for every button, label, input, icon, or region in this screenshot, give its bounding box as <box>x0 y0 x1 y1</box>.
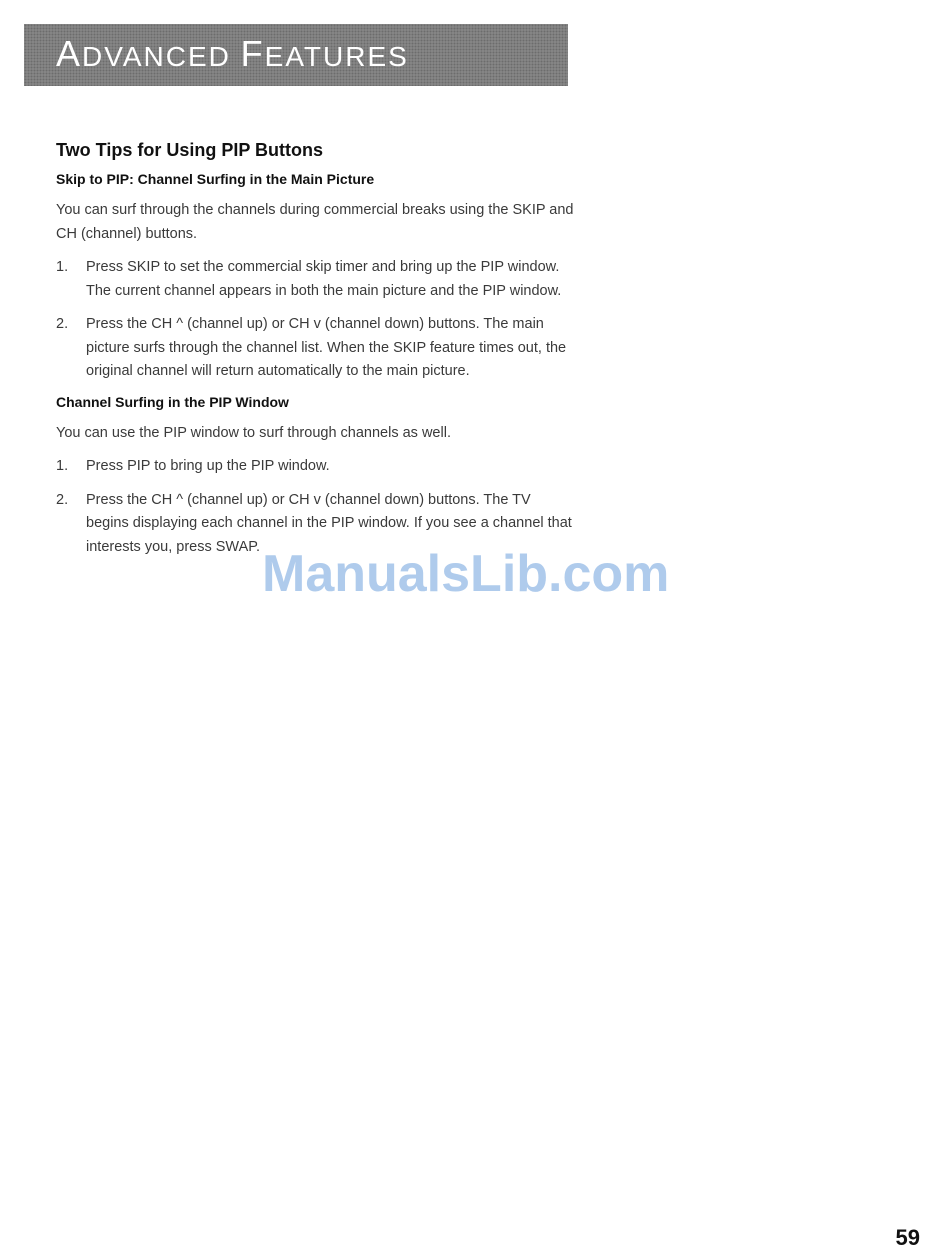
step-text: Press the CH ^ (channel up) or CH v (channel down) buttons. The TV begins displaying each channel in the PIP window. If you see a channel that interests you, press SWAP. <box>86 491 572 555</box>
step-number: 2. <box>56 316 69 332</box>
step-text: Press SKIP to set the commercial skip timer and bring up the PIP window. The current channel appears in both the main picture and the PIP window. <box>86 259 562 299</box>
skip-subheading: Skip to PIP: Channel Surfing in the Main Picture <box>56 171 375 187</box>
step-text: Press the CH ^ (channel up) or CH v (channel down) buttons. The main picture surfs through the channel list. When the SKIP feature times out, the original channel will return automatically to the main picture. <box>86 316 567 379</box>
list-item <box>56 313 576 384</box>
main-content <box>56 140 576 569</box>
skip-intro: You can surf through the channels during commercial breaks using the SKIP and CH (channel) buttons. <box>56 202 574 242</box>
section-banner <box>24 24 568 86</box>
skip-steps-list <box>56 256 576 384</box>
banner-title-part: DVANCED <box>82 41 241 72</box>
step-number: 1. <box>56 259 69 275</box>
banner-title-part: F <box>240 33 265 74</box>
step-number: 2. <box>56 491 69 508</box>
pip-intro: You can use the PIP window to surf through channels as well. <box>56 424 451 441</box>
watermark: ManualsLib.com <box>262 545 670 603</box>
banner-title <box>56 33 409 75</box>
step-number: 1. <box>56 458 69 474</box>
list-item <box>56 256 576 303</box>
step-text: Press PIP to bring up the PIP window. <box>86 458 330 474</box>
page-number: 59 <box>895 1225 920 1250</box>
banner-title-part: EATURES <box>264 41 409 72</box>
section-title: Two Tips for Using PIP Buttons <box>56 140 324 160</box>
pip-subheading: Channel Surfing in the PIP Window <box>56 393 289 410</box>
list-item <box>56 455 576 479</box>
banner-title-part: A <box>56 33 83 74</box>
